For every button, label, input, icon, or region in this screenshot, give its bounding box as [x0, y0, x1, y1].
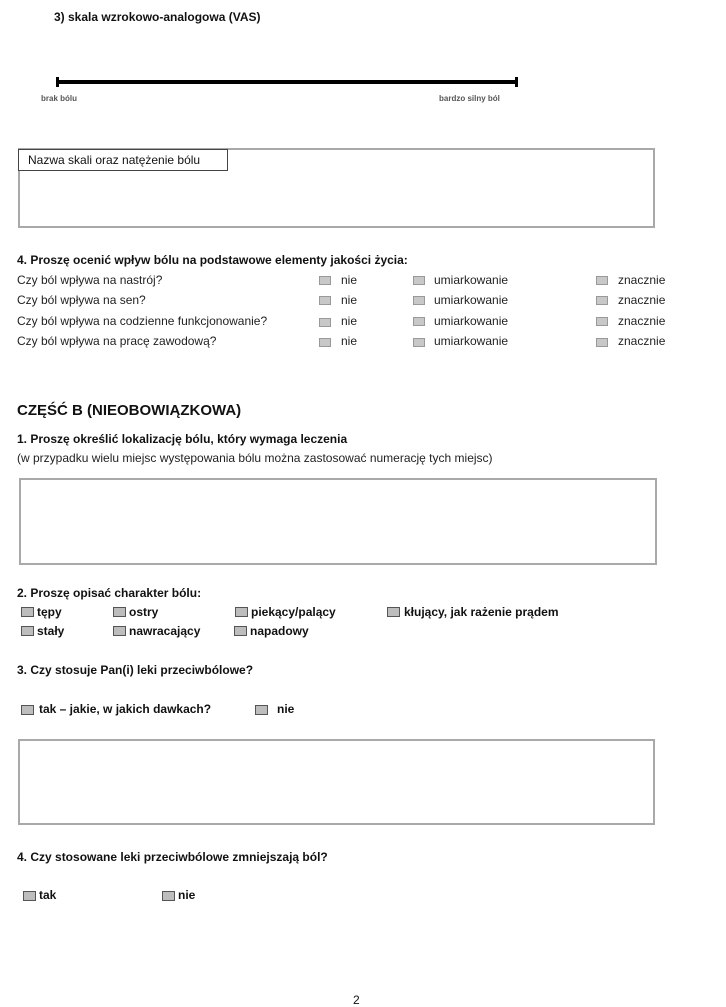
option-label: piekący/palący: [251, 605, 336, 619]
option-label: nie: [341, 273, 358, 287]
q4-row-label: Czy ból wpływa na codzienne funkcjonowanie?: [17, 314, 268, 328]
option-label: znacznie: [618, 293, 666, 307]
checkbox-znacznie[interactable]: [596, 296, 608, 305]
option-label: kłujący, jak rażenie prądem: [404, 605, 559, 619]
option-label: znacznie: [618, 334, 666, 348]
checkbox-nie[interactable]: [319, 338, 331, 347]
option-label: nie: [178, 888, 196, 902]
vas-left-tick: [56, 77, 59, 87]
vas-heading: 3) skala wzrokowo-analogowa (VAS): [54, 10, 261, 24]
checkbox-znacznie[interactable]: [596, 338, 608, 347]
checkbox-umiarkowanie[interactable]: [413, 317, 425, 326]
q4-row-label: Czy ból wpływa na pracę zawodową?: [17, 334, 217, 348]
checkbox-umiarkowanie[interactable]: [413, 338, 425, 347]
q4-row-label: Czy ból wpływa na sen?: [17, 293, 146, 307]
b-q4-heading: 4. Czy stosowane leki przeciwbólowe zmniejszają ból?: [17, 850, 328, 864]
checkbox-ostry[interactable]: [113, 607, 126, 617]
vas-line[interactable]: [57, 80, 518, 84]
checkbox-znacznie[interactable]: [596, 276, 608, 285]
checkbox-umiarkowanie[interactable]: [413, 276, 425, 285]
checkbox-nie[interactable]: [162, 891, 175, 901]
b-q1-heading: 1. Proszę określić lokalizację bólu, który wymaga leczenia: [17, 432, 348, 446]
b-q1-answer-box[interactable]: [19, 478, 657, 565]
option-label: tępy: [37, 605, 62, 619]
vas-left-label: brak bólu: [41, 94, 78, 103]
vas-right-tick: [515, 77, 518, 87]
option-label: tak: [39, 888, 57, 902]
option-label: umiarkowanie: [434, 314, 509, 328]
option-label: umiarkowanie: [434, 334, 509, 348]
option-label: znacznie: [618, 314, 666, 328]
option-label: umiarkowanie: [434, 293, 509, 307]
checkbox-tak[interactable]: [21, 705, 34, 715]
option-label: umiarkowanie: [434, 273, 509, 287]
q4-row-label: Czy ból wpływa na nastrój?: [17, 273, 163, 287]
option-label: nie: [341, 334, 358, 348]
option-label: nawracający: [129, 624, 201, 638]
checkbox-znacznie[interactable]: [596, 317, 608, 326]
vas-right-label: bardzo silny ból: [439, 94, 500, 103]
option-label: znacznie: [618, 273, 666, 287]
checkbox-nie[interactable]: [319, 276, 331, 285]
q4-heading: 4. Proszę ocenić wpływ bólu na podstawowe elementy jakości życia:: [17, 253, 408, 267]
checkbox-nawracajacy[interactable]: [113, 626, 126, 636]
b-q1-note: (w przypadku wielu miejsc występowania bólu można zastosować numerację tych miejsc): [17, 451, 493, 465]
checkbox-nie[interactable]: [319, 318, 331, 327]
option-label: tak – jakie, w jakich dawkach?: [39, 702, 212, 716]
option-label: nie: [341, 314, 358, 328]
b-q2-heading: 2. Proszę opisać charakter bólu:: [17, 586, 202, 600]
checkbox-napadowy[interactable]: [234, 626, 247, 636]
page-number: 2: [353, 993, 360, 1007]
checkbox-staly[interactable]: [21, 626, 34, 636]
checkbox-nie[interactable]: [319, 296, 331, 305]
option-label: stały: [37, 624, 65, 638]
checkbox-klujacy[interactable]: [387, 607, 400, 617]
checkbox-nie[interactable]: [255, 705, 268, 715]
option-label: nie: [277, 702, 295, 716]
option-label: nie: [341, 293, 358, 307]
checkbox-tak[interactable]: [23, 891, 36, 901]
option-label: ostry: [129, 605, 159, 619]
b-q3-heading: 3. Czy stosuje Pan(i) leki przeciwbólowe?: [17, 663, 254, 677]
part-b-title: CZĘŚĆ B (NIEOBOWIĄZKOWA): [17, 402, 242, 419]
checkbox-piekacy[interactable]: [235, 607, 248, 617]
option-label: napadowy: [250, 624, 309, 638]
checkbox-tepy[interactable]: [21, 607, 34, 617]
checkbox-umiarkowanie[interactable]: [413, 296, 425, 305]
b-q3-answer-box[interactable]: [18, 739, 655, 825]
vas-box-label: Nazwa skali oraz natężenie bólu: [18, 149, 228, 171]
